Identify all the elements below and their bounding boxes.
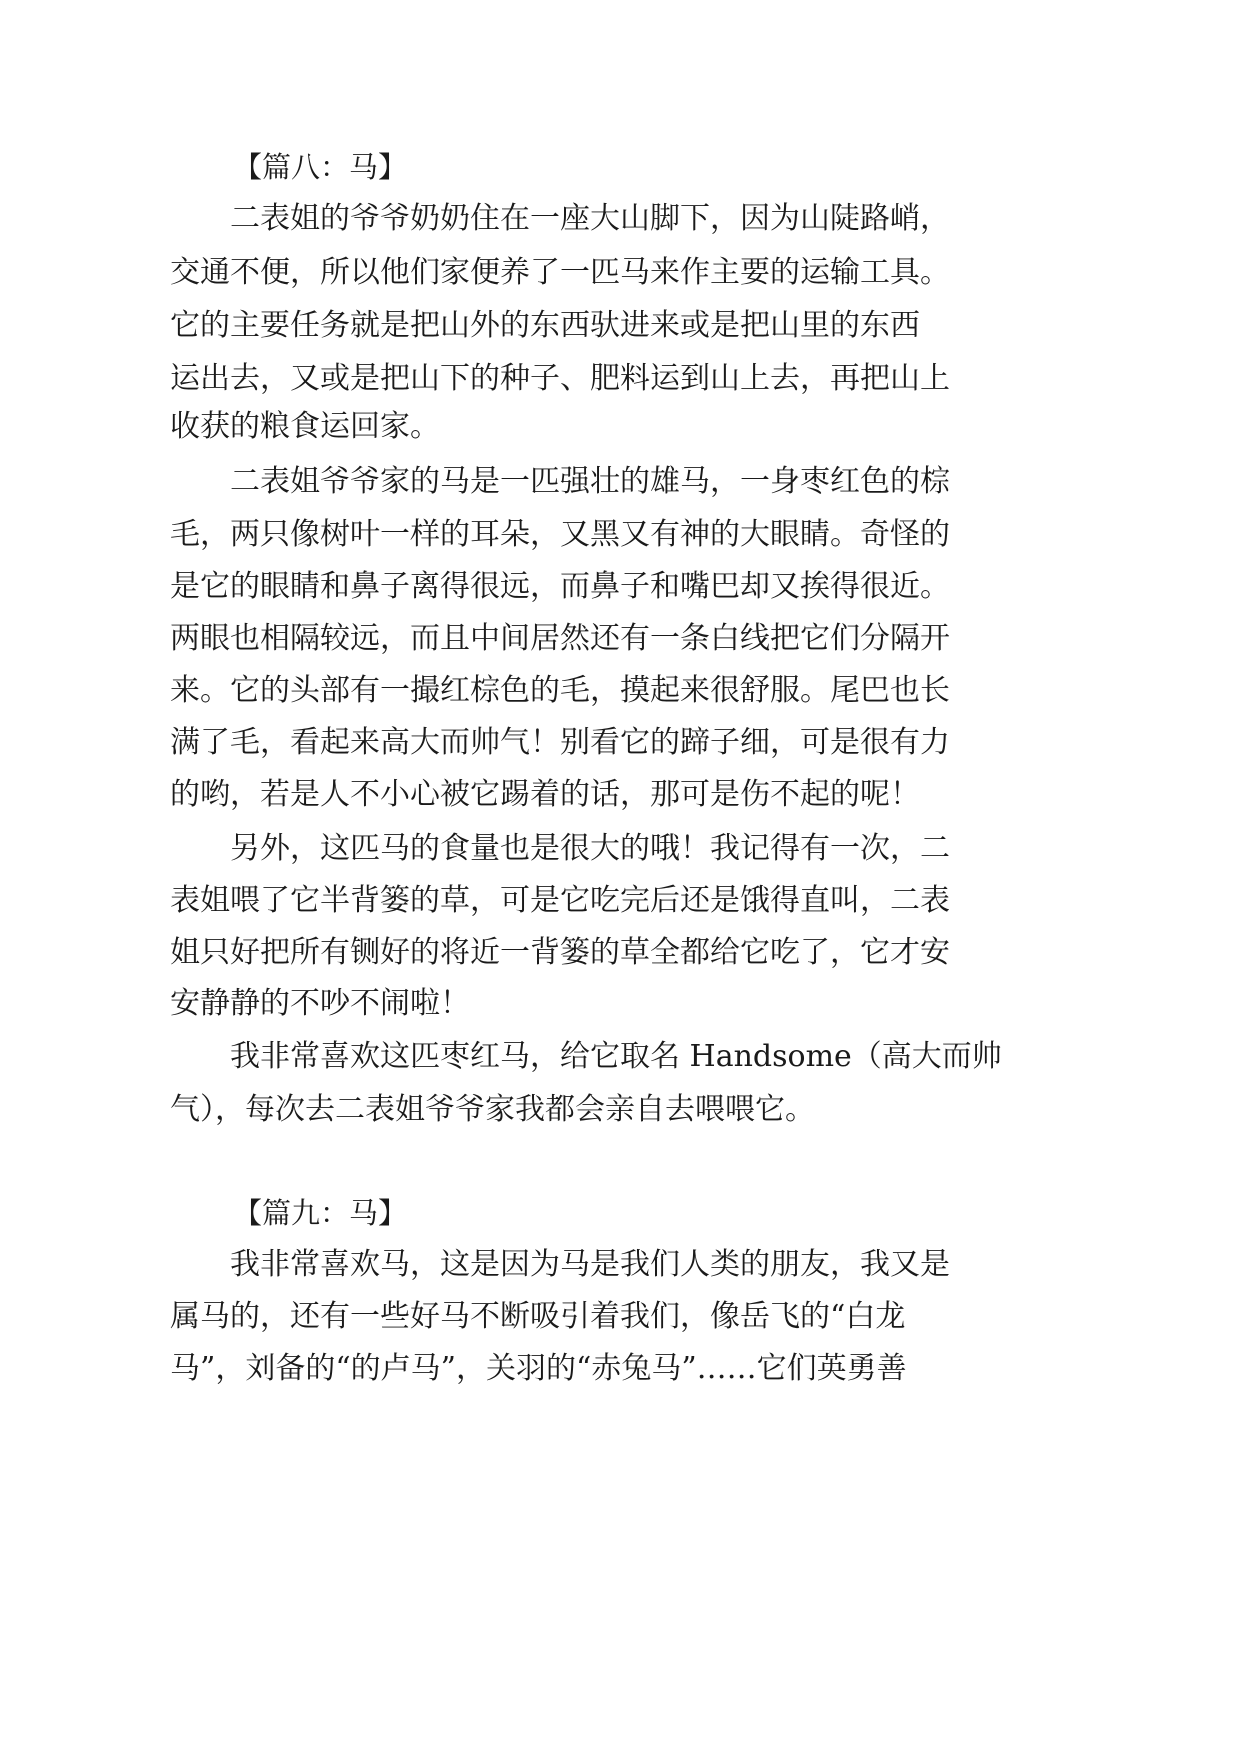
paragraph-line: 二表姐的爷爷奶奶住在一座大山脚下，因为山陡路峭， [230,201,950,236]
paragraph-line: 收获的粮食运回家。 [170,409,440,444]
paragraph-line: 气），每次去二表姐爷爷家我都会亲自去喂喂它。 [170,1092,815,1127]
paragraph-line: 我非常喜欢这匹枣红马，给它取名 Handsome（高大而帅 [230,1039,1002,1074]
paragraph-line: 两眼也相隔较远，而且中间居然还有一条白线把它们分隔开 [170,621,950,656]
paragraph-line: 属马的，还有一些好马不断吸引着我们，像岳飞的“白龙 [170,1299,906,1334]
paragraph-line: 满了毛，看起来高大而帅气！别看它的蹄子细，可是很有力 [170,725,950,760]
section-heading: 【篇九：马】 [233,1196,408,1230]
paragraph-line: 是它的眼睛和鼻子离得很远，而鼻子和嘴巴却又挨得很近。 [170,569,950,604]
section-heading: 【篇八：马】 [233,150,408,184]
paragraph-line: 马”，刘备的“的卢马”，关羽的“赤兔马”……它们英勇善 [170,1351,907,1386]
paragraph-line: 另外，这匹马的食量也是很大的哦！我记得有一次，二 [230,831,950,866]
paragraph-line: 的哟，若是人不小心被它踢着的话，那可是伤不起的呢！ [170,777,920,812]
paragraph-line: 运出去，又或是把山下的种子、肥料运到山上去，再把山上 [170,361,950,396]
paragraph-line: 我非常喜欢马，这是因为马是我们人类的朋友，我又是 [230,1247,950,1282]
paragraph-line: 来。它的头部有一撮红棕色的毛，摸起来很舒服。尾巴也长 [170,673,950,708]
paragraph-line: 交通不便，所以他们家便养了一匹马来作主要的运输工具。 [170,255,950,290]
paragraph-line: 二表姐爷爷家的马是一匹强壮的雄马，一身枣红色的棕 [230,464,950,499]
paragraph-line: 它的主要任务就是把山外的东西驮进来或是把山里的东西 [170,308,920,343]
paragraph-line: 安静静的不吵不闹啦！ [170,986,470,1021]
paragraph-line: 毛，两只像树叶一样的耳朵，又黑又有神的大眼睛。奇怪的 [170,517,950,552]
paragraph-line: 表姐喂了它半背篓的草，可是它吃完后还是饿得直叫，二表 [170,883,950,918]
paragraph-line: 姐只好把所有铡好的将近一背篓的草全都给它吃了，它才安 [170,935,950,970]
